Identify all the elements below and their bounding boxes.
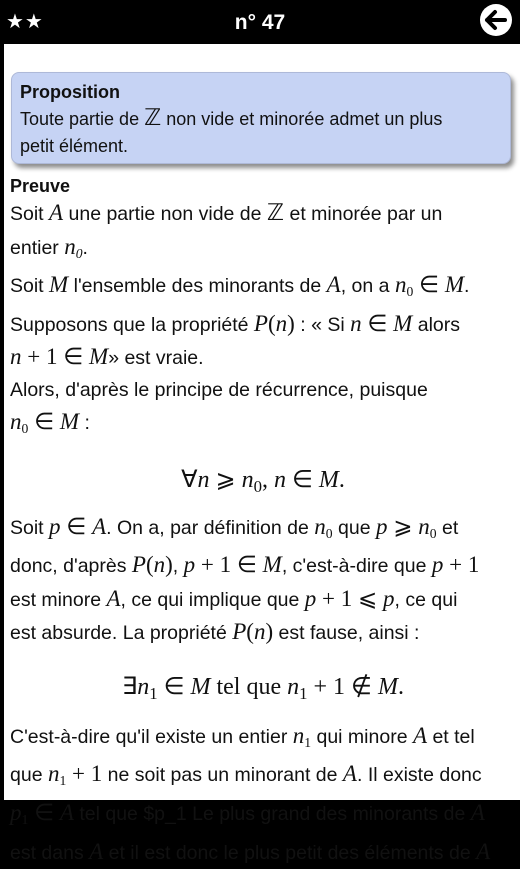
difficulty-stars: ★★ xyxy=(6,9,44,33)
proof-line: que $n_1 + 1$ ne soit pas un minorant de A. Il existe donc xyxy=(10,761,482,789)
proof-line: n + 1 ∈ M» est vraie. xyxy=(10,344,204,370)
content-page[interactable] xyxy=(4,44,520,864)
proof-line: est absurde. La propriété P(n) est fause, ainsi : xyxy=(10,619,420,645)
display-formula: $\exists n_1$ ∈ M tel que $n_1 + 1$ ∉ M. xyxy=(122,673,404,703)
proof-line: est minore A, ce qui implique que p + 1 ⩽ p, ce qui xyxy=(10,585,458,611)
display-formula: ∀n ⩾ $n_0$, n ∈ M. xyxy=(181,466,345,496)
proof-line: $n_0$ ∈ M : xyxy=(10,409,90,437)
proposition-box xyxy=(11,72,511,164)
proposition-heading: Proposition xyxy=(20,82,120,102)
proof-line: Soit A une partie non vide de ℤ et minorée par un xyxy=(10,200,443,225)
top-bar xyxy=(0,0,520,44)
proof-line: C'est-à-dire qu'il existe un entier $n_1$ qui minore A et tel xyxy=(10,722,475,750)
arrow-left-circle-icon xyxy=(480,4,512,36)
exercise-title: n° 47 xyxy=(234,11,286,34)
back-button[interactable] xyxy=(480,4,512,36)
proposition-statement: Toute partie de ℤ non vide et minorée admet un plus petit élément. xyxy=(20,105,443,156)
proof-line: Alors, d'après le principe de récurrence, puisque xyxy=(10,378,428,401)
proof-line: Supposons que la propriété P(n) : « Si n ∈ M alors xyxy=(10,310,461,336)
proof-line: $p_1$ ∈ A tel que $p_1 Le plus grand des minorants de A xyxy=(10,800,485,828)
proof-line: entier $n_0$. xyxy=(10,233,88,261)
proof-section xyxy=(10,175,516,869)
proof-heading: Preuve xyxy=(10,176,71,196)
proof-line: donc, d'après P(n), p + 1 ∈ M, c'est-à-dire que p + 1 xyxy=(10,552,480,578)
proof-line: Soit p ∈ A. On a, par définition de $n_0$ que p ⩾ $n_0$ et xyxy=(10,513,459,541)
proof-line: est dans A et il est donc le plus petit des éléments de A xyxy=(10,838,491,864)
proof-line: Soit M l'ensemble des minorants de A, on a $n_0$ ∈ M. xyxy=(10,272,470,300)
